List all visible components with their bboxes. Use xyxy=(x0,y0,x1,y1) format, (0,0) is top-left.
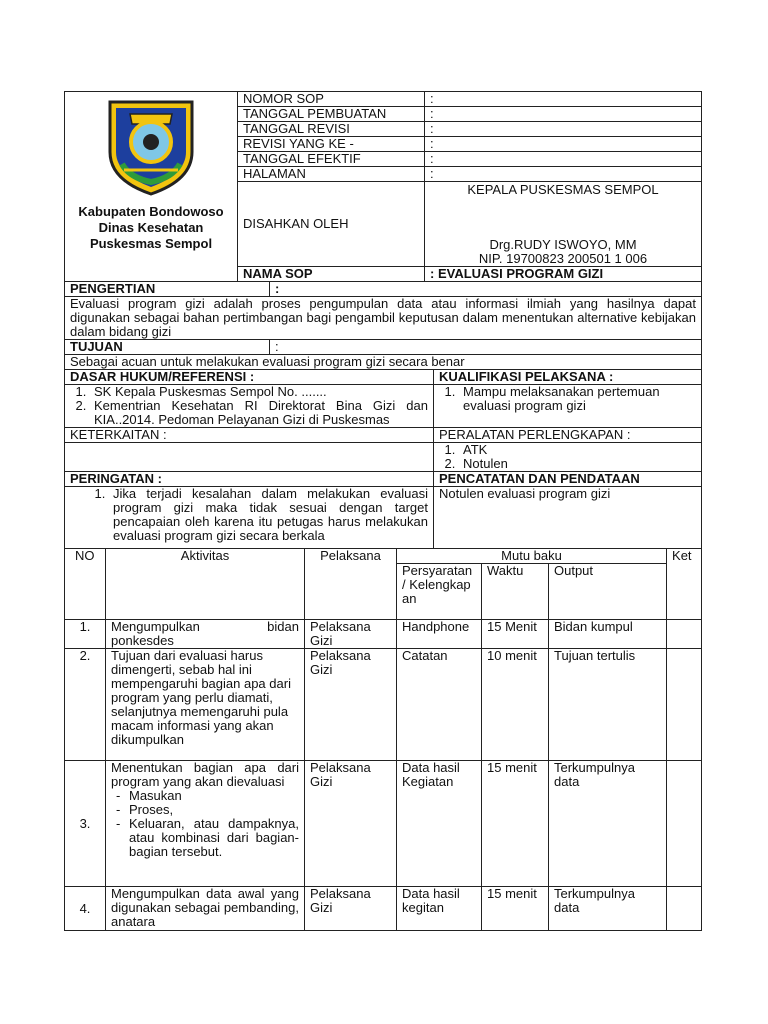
row-no: 3. xyxy=(65,761,106,887)
row-ket xyxy=(667,887,702,931)
row-ket xyxy=(667,761,702,887)
row-output: Bidan kumpul xyxy=(549,620,667,649)
table-row xyxy=(65,620,702,649)
row-aktivitas: Mengumpulkan data awal yang digunakan sebagai pembanding, anatara xyxy=(106,887,305,931)
row-pelaksana: Pelaksana Gizi xyxy=(305,620,397,649)
approved-by-label: DISAHKAN OLEH xyxy=(238,182,425,267)
organization-name xyxy=(70,204,232,252)
dasar-hukum-list xyxy=(70,385,428,427)
sop-header-table xyxy=(64,91,702,282)
keterkaitan-content xyxy=(65,443,434,472)
sop-document xyxy=(64,91,701,931)
kualifikasi-list xyxy=(439,385,696,413)
tujuan-text: Sebagai acuan untuk melakukan evaluasi program gizi secara benar xyxy=(65,355,702,370)
row-ket xyxy=(667,620,702,649)
row-aktivitas: Mengumpulkan bidan ponkesdes xyxy=(106,620,305,649)
dasar-hukum-list-cell xyxy=(65,385,434,428)
meta-value-tanggal-pembuatan: : xyxy=(425,107,702,122)
peringatan-label: PERINGATAN : xyxy=(65,472,434,487)
peralatan-list xyxy=(439,443,696,471)
row-waktu: 15 menit xyxy=(482,887,549,931)
meta-value-tanggal-efektif: : xyxy=(425,152,702,167)
meta-label-tanggal-revisi: TANGGAL REVISI xyxy=(238,122,425,137)
logo-cell xyxy=(65,92,238,282)
dasar-hukum-label: DASAR HUKUM/REFERENSI : xyxy=(65,370,434,385)
col-header-output: Output xyxy=(549,564,667,620)
col-header-persyaratan: Persyaratan / Kelengkapan xyxy=(397,564,482,620)
org-line-1: Kabupaten Bondowoso xyxy=(78,204,224,219)
row-persyaratan: Data hasil Kegiatan xyxy=(397,761,482,887)
head-title: KEPALA PUSKESMAS SEMPOL xyxy=(467,182,659,197)
row-output: Terkumpulnya data xyxy=(549,761,667,887)
kualifikasi-list-cell xyxy=(434,385,702,428)
row-no: 4. xyxy=(65,887,106,931)
peralatan-item-1: 1. ATK xyxy=(459,443,696,457)
meta-label-tanggal-efektif: TANGGAL EFEKTIF xyxy=(238,152,425,167)
table-row xyxy=(65,887,702,931)
row-pelaksana: Pelaksana Gizi xyxy=(305,887,397,931)
meta-label-tanggal-pembuatan: TANGGAL PEMBUATAN xyxy=(238,107,425,122)
meta-label-nomor-sop: NOMOR SOP xyxy=(238,92,425,107)
row-waktu: 15 menit xyxy=(482,761,549,887)
peringatan-list xyxy=(89,487,428,543)
meta-value-revisi-ke: : xyxy=(425,137,702,152)
pengertian-text: Evaluasi program gizi adalah proses pengumpulan data atau informasi ilmiah yang hasilnya dapat digunakan sebagai bahan pertimbangan bagi pengambil keputusan dalam menentukan alternative kebijakan dalam bidang gizi xyxy=(65,297,702,340)
kualifikasi-label: KUALIFIKASI PELAKSANA : xyxy=(434,370,702,385)
row-output: Terkumpulnya data xyxy=(549,887,667,931)
sop-name-value: : EVALUASI PROGRAM GIZI xyxy=(425,267,702,282)
row-persyaratan: Data hasil kegitan xyxy=(397,887,482,931)
tujuan-colon: : xyxy=(270,340,702,355)
row-persyaratan: Catatan xyxy=(397,649,482,761)
signature-block xyxy=(425,182,702,267)
pengertian-colon: : xyxy=(270,282,702,297)
org-line-3: Puskesmas Sempol xyxy=(89,236,213,251)
row-persyaratan: Handphone xyxy=(397,620,482,649)
row-pelaksana: Pelaksana Gizi xyxy=(305,649,397,761)
pengertian-label: PENGERTIAN xyxy=(65,282,270,297)
row-ket xyxy=(667,649,702,761)
col-header-aktivitas: Aktivitas xyxy=(106,549,305,620)
col-header-waktu: Waktu xyxy=(482,564,549,620)
sub-item-keluaran: - Keluaran, atau dampaknya, atau kombinasi dari bagian-bagian tersebut. xyxy=(129,817,299,859)
sop-name-label: NAMA SOP xyxy=(238,267,425,282)
meta-value-nomor-sop: : xyxy=(425,92,702,107)
pencatatan-label: PENCATATAN DAN PENDATAAN xyxy=(434,472,702,487)
kualifikasi-item-1: 1. Mampu melaksanakan pertemuan evaluasi program gizi xyxy=(459,385,696,413)
dasar-hukum-item-1: 1. SK Kepala Puskesmas Sempol No. ....... xyxy=(90,385,428,399)
peringatan-list-cell xyxy=(65,487,434,549)
peralatan-list-cell xyxy=(434,443,702,472)
head-nip: NIP. 19700823 200501 1 006 xyxy=(478,251,648,266)
dasar-hukum-item-2: 2. Kementrian Kesehatan RI Direktorat Bina Gizi dan KIA..2014. Pedoman Pelayanan Gizi di Puskesmas xyxy=(90,399,428,427)
sop-body-table xyxy=(64,281,702,549)
row-output: Tujuan tertulis xyxy=(549,649,667,761)
org-line-2: Dinas Kesehatan xyxy=(98,220,204,235)
keterkaitan-label: KETERKAITAN : xyxy=(65,428,434,443)
row-aktivitas-sublist xyxy=(111,789,299,859)
row-no: 1. xyxy=(65,620,106,649)
col-header-mutu-baku: Mutu baku xyxy=(397,549,667,564)
meta-value-halaman: : xyxy=(425,167,702,182)
row-aktivitas: Tujuan dari evaluasi harus dimengerti, sebab hal ini mempengaruhi bagian apa dari program yang perlu diamati, selanjutnya memengaruhi pula macam informasi yang akan dikumpulkan xyxy=(106,649,305,761)
sub-item-masukan: - Masukan xyxy=(129,789,299,803)
activity-table xyxy=(64,548,702,931)
district-emblem-logo xyxy=(100,94,202,196)
head-name: Drg.RUDY ISWOYO, MM xyxy=(489,237,637,252)
table-row xyxy=(65,649,702,761)
col-header-ket: Ket xyxy=(667,549,702,620)
table-row xyxy=(65,761,702,887)
meta-label-halaman: HALAMAN xyxy=(238,167,425,182)
peralatan-item-2: 2. Notulen xyxy=(459,457,696,471)
row-aktivitas-text: Menentukan bagian apa dari program yang akan dievaluasi xyxy=(111,760,299,789)
sub-item-proses: - Proses, xyxy=(129,803,299,817)
row-aktivitas xyxy=(106,761,305,887)
row-waktu: 15 Menit xyxy=(482,620,549,649)
col-header-pelaksana: Pelaksana xyxy=(305,549,397,620)
peralatan-label: PERALATAN PERLENGKAPAN : xyxy=(434,428,702,443)
row-no: 2. xyxy=(65,649,106,761)
tujuan-label: TUJUAN xyxy=(65,340,270,355)
row-pelaksana: Pelaksana Gizi xyxy=(305,761,397,887)
peringatan-item-1: 1. Jika terjadi kesalahan dalam melakukan evaluasi program gizi maka tidak sesuai dengan target pencapaian oleh karena itu petugas harus melakukan evaluasi program gizi secara berkala xyxy=(109,487,428,543)
meta-label-revisi-ke: REVISI YANG KE - xyxy=(238,137,425,152)
row-waktu: 10 menit xyxy=(482,649,549,761)
col-header-no: NO xyxy=(65,549,106,620)
pencatatan-text: Notulen evaluasi program gizi xyxy=(434,487,702,549)
meta-value-tanggal-revisi: : xyxy=(425,122,702,137)
